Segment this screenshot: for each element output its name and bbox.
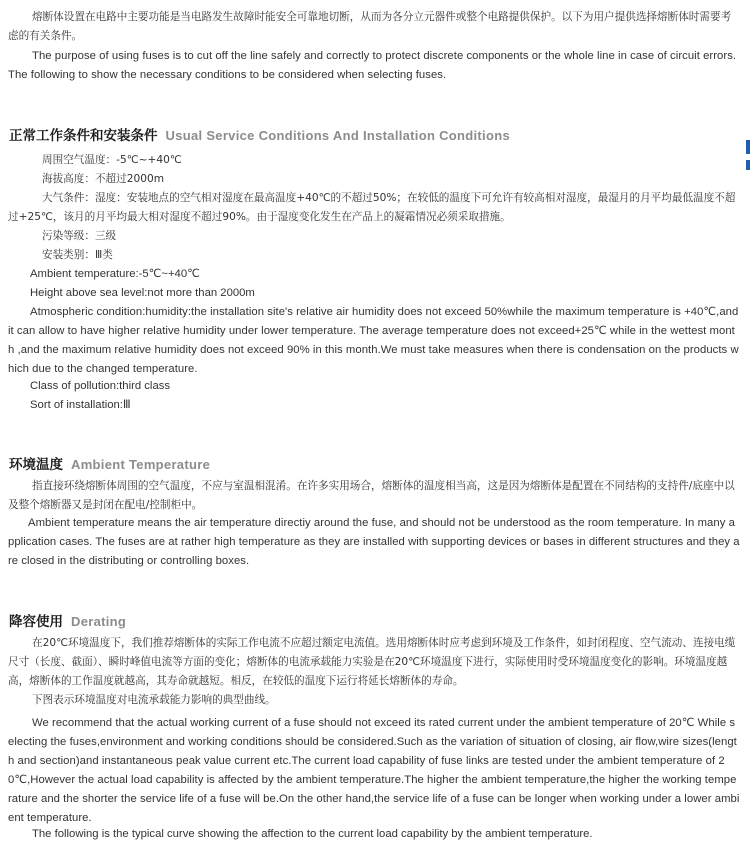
heading-ambient-cn: 环境温度 — [9, 457, 63, 473]
derating-cn: 在20℃环境温度下，我们推荐熔断体的实际工作电流不应超过额定电流值。选用熔断体时应考虑到环境及工作条件，如封闭程度、空气流动、连接电缆尺寸（长度、截面）、瞬时峰值电流等方面的变化；熔断体的电流承载能力实验是在20℃环境温度下进行，实际使用时受环境温度变化的影响。环境温度越高，熔断体的工作温度就越高，其寿命就越短。相反，在较低的温度下运行将延长熔断体的寿命。 — [8, 637, 736, 687]
usual-en-atmos: Atmospheric condition:humidity:the installation site's relative air humidity does not exceed 50%while the maximum temperature is +40℃,and it can allow to have higher relative humidity under lower temperature. The average temperature does not exceed+25℃ while in the wettest month ,and the maximum relative humidity does not exceed 90% in this month.We must take measures when there is condensation on the products which due to the changed temperature. — [8, 306, 739, 375]
heading-ambient-en: Ambient Temperature — [71, 457, 211, 472]
derating-en2: The following is the typical curve showing the affection to the current load capability by the ambient temperature. — [32, 828, 593, 840]
intro-cn: 熔断体设置在电路中主要功能是当电路发生故障时能安全可靠地切断，从而为各分立元器件或整个电路提供保护。以下为用户提供选择熔断体时需要考虑的有关条件。 — [8, 11, 732, 42]
intro-en: The purpose of using fuses is to cut off the line safely and correctly to protect discrete components or the whole line in case of circuit errors.The following to show the necessary conditions to be considered when selecting fuses. — [8, 50, 737, 81]
heading-ambient — [9, 453, 210, 473]
usual-cn-atmos: 大气条件：湿度：安装地点的空气相对湿度在最高温度+40℃的不超过50%；在较低的温度下可允许有较高相对湿度，最湿月的月平均最低温度不超过+25℃，该月的月平均最大相对湿度不超过90%。由于湿度变化发生在产品上的凝霜情况必须采取措施。 — [8, 192, 736, 223]
heading-usual-conditions — [9, 124, 510, 144]
usual-en-line: Class of pollution:third class — [30, 380, 171, 392]
heading-usual-cn: 正常工作条件和安装条件 — [9, 128, 158, 144]
derating-en: We recommend that the actual working current of a fuse should not exceed its rated current under the ambient temperature of 20℃ While selecting the fuses,environment and working conditions should be considered.Such as the variation of situation of closing, air flow,wire sizes(length and section)and instantaneous peak value current etc.The current load capability of fuse links are tested under the ambient temperature of 20℃,However the actual load capability is affected by the ambient temperature.The higher the ambient temperature,the higher the working temperature and the shorter the service life of a fuse will be.On the other hand,the service life of a fuse can be longer when working under a lower ambient temperature. — [8, 717, 740, 824]
edge-marker-bottom — [746, 160, 750, 170]
usual-cn-line: 污染等级：三级 — [42, 230, 117, 242]
heading-derating — [9, 610, 126, 630]
usual-en-line: Sort of installation:Ⅲ — [30, 399, 131, 411]
heading-derating-en: Derating — [71, 614, 127, 629]
heading-derating-cn: 降容使用 — [9, 614, 63, 630]
usual-en-line: Ambient temperature:-5℃~+40℃ — [30, 268, 200, 280]
usual-cn-line: 海拔高度：不超过2000m — [42, 173, 165, 185]
heading-usual-en: Usual Service Conditions And Installation Conditions — [165, 128, 510, 143]
ambient-cn: 指直接环绕熔断体周围的空气温度，不应与室温相混淆。在许多实用场合，熔断体的温度相当高，这是因为熔断体是配置在不同结构的支持件/底座中以及整个熔断器又是封闭在配电/控制柜中。 — [8, 480, 735, 511]
derating-cn2: 下图表示环境温度对电流承载能力影响的典型曲线。 — [32, 694, 276, 706]
edge-marker-top — [746, 140, 750, 154]
usual-en-line: Height above sea level:not more than 2000m — [30, 287, 255, 299]
usual-cn-line: 安装类别：Ⅲ类 — [42, 249, 113, 261]
ambient-en: Ambient temperature means the air temperature directiy around the fuse, and should not be understood as the room temperature. In many application cases. The fuses are at rather high temperature as they are installed with supporting devices or bases in different structures and they are closed in the distributing or controlling boxes. — [8, 517, 740, 567]
usual-cn-line: 周围空气温度：-5℃~+40℃ — [42, 154, 182, 166]
